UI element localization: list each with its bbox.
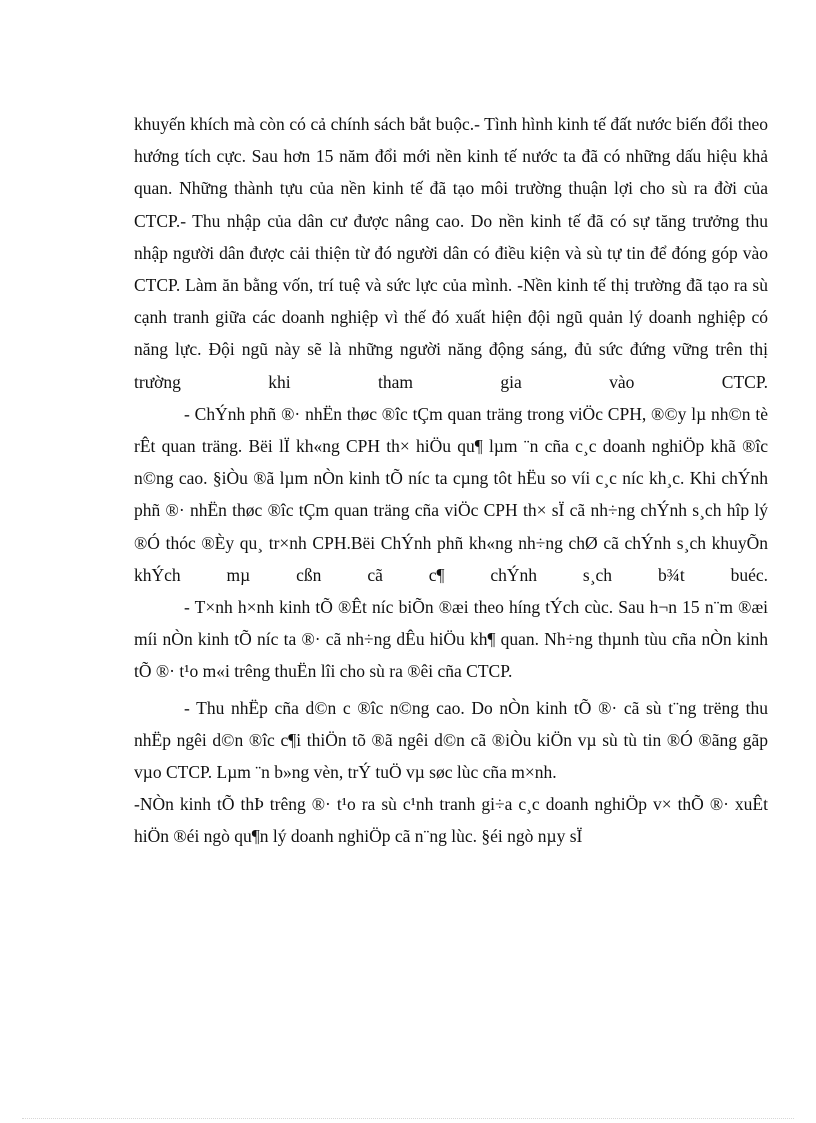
document-body [134, 108, 768, 853]
paragraph-2: - ChÝnh phñ ®· nhËn thøc ®îc tÇm quan träng trong viÖc CPH, ®©y lµ nh©n tè rÊt quan träng. Bëi lÏ kh«ng CPH th× hiÖu qu¶ lµm ¨n cña c¸c doanh nghiÖp khã ®îc n©ng cao. §iÒu ®ã lµm nÒn kinh tÕ níc ta cµng tôt hËu so víi c¸c níc kh¸c. Khi chÝnh phñ ®· nhËn thøc ®îc tÇm quan träng cña viÖc CPH th× sÏ cã nh÷ng chÝnh s¸ch hîp lý ®Ó thóc ®Èy qu¸ tr×nh CPH.Bëi ChÝnh phñ kh«ng nh÷ng chØ cã chÝnh s¸ch khuyÕn khÝch mµ cßn cã c¶ chÝnh s¸ch b¾t buéc. [134, 403, 768, 585]
paragraph-1: khuyến khích mà còn có cả chính sách bắt buộc.- Tình hình kinh tế đất nước biến đổi theo hướng tích cực. Sau hơn 15 năm đổi mới nền kinh tế nước ta đã có những dấu hiệu khả quan. Những thành tựu của nền kinh tế đã tạo môi trường thuận lợi cho sù ra đời của CTCP.- Thu nhập của dân cư được nâng cao. Do nền kinh tế đã có sự tăng trưởng thu nhập người dân được cải thiện từ đó người dân có điều kiện và sù tự tin để đóng góp vào CTCP. Làm ăn bằng vốn, trí tuệ và sức lực của mình. -Nền kinh tế thị trường đã tạo ra sù cạnh tranh giữa các doanh nghiệp vì thế đó xuất hiện đội ngũ quản lý doanh nghiệp có năng lực. Đội ngũ này sẽ là những người năng động sáng, đủ sức đứng vững trên thị trường khi tham gia vào CTCP. [134, 114, 768, 392]
paragraph-3: - T×nh h×nh kinh tÕ ®Êt níc biÕn ®æi theo híng tÝch cùc. Sau h¬n 15 n¨m ®æi míi nÒn kinh tÕ níc ta ®· cã nh÷ng dÊu hiÖu kh¶ quan. Nh÷ng thµnh tùu cña nÒn kinh tÕ ®· t¹o m«i trêng thuËn lîi cho sù ra ®êi cña CTCP. [134, 597, 768, 682]
page-bottom-divider [22, 1118, 794, 1119]
paragraph-4: - Thu nhËp cña d©n c ®îc n©ng cao. Do nÒn kinh tÕ ®· cã sù t¨ng trëng thu nhËp ngêi d©n ®îc c¶i thiÖn tõ ®ã ngêi d©n cã ®iÒu kiÖn vµ sù tù tin ®Ó ®ãng gãp vµo CTCP. Lµm ¨n b»ng vèn, trÝ tuÖ vµ søc lùc cña m×nh. [134, 697, 768, 783]
paragraph-5: -NÒn kinh tÕ thÞ trêng ®· t¹o ra sù c¹nh tranh gi÷a c¸c doanh nghiÖp v× thÕ ®· xuÊt hiÖn ®éi ngò qu¶n lý doanh nghiÖp cã n¨ng lùc. §éi ngò nµy sÏ [134, 794, 768, 847]
